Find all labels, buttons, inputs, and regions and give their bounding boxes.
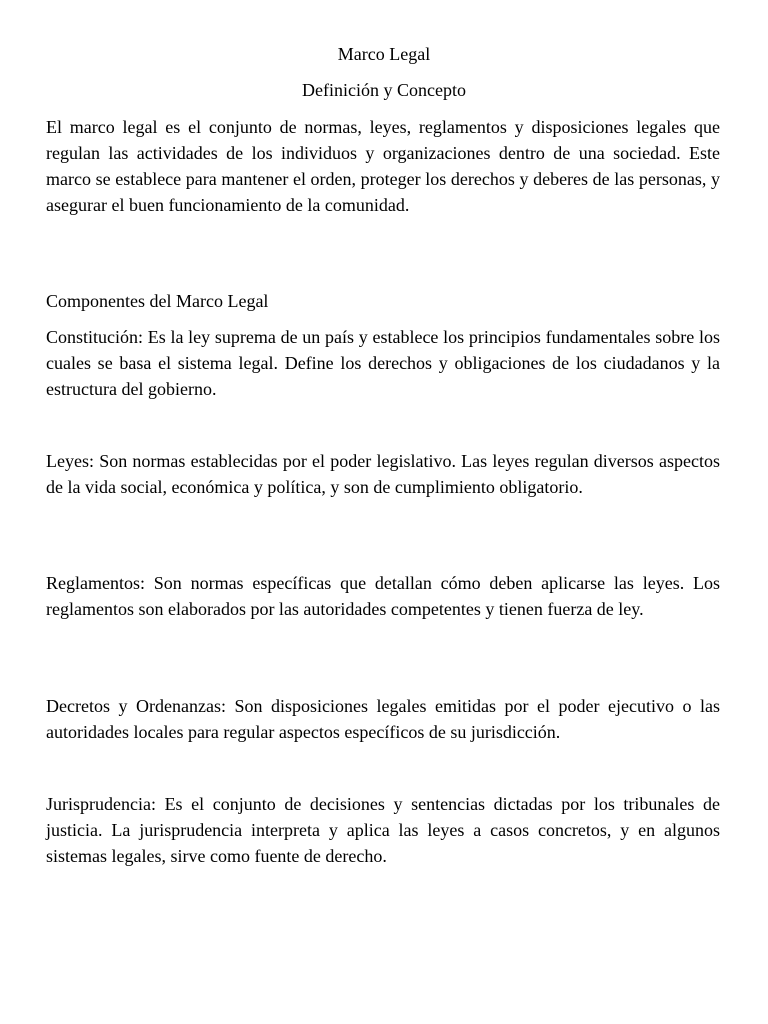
document-subtitle: Definición y Concepto (302, 80, 466, 100)
component-paragraph-decretos: Decretos y Ordenanzas: Son disposiciones legales emitidas por el poder ejecutivo o las autoridades locales para regular aspectos específicos de su jurisdicción. (46, 696, 720, 742)
intro-paragraph: El marco legal es el conjunto de normas, leyes, reglamentos y disposiciones legales que regulan las actividades de los individuos y organizaciones dentro de una sociedad. Este marco se establece para mantener el orden, proteger los derechos y deberes de las personas, y asegurar el buen funcionamiento de la comunidad. (46, 117, 720, 215)
component-paragraph-jurisprudencia: Jurisprudencia: Es el conjunto de decisiones y sentencias dictadas por los tribunales de justicia. La jurisprudencia interpreta y aplica las leyes a casos concretos, y en algunos sistemas legales, sirve como fuente de derecho. (46, 794, 720, 866)
components-heading: Componentes del Marco Legal (46, 291, 269, 311)
component-paragraph-reglamentos: Reglamentos: Son normas específicas que detallan cómo deben aplicarse las leyes. Los reglamentos son elaborados por las autoridades competentes y tienen fuerza de ley. (46, 573, 720, 619)
component-paragraph-constitucion: Constitución: Es la ley suprema de un país y establece los principios fundamentales sobre los cuales se basa el sistema legal. Define los derechos y obligaciones de los ciudadanos y la estructura del gobierno. (46, 327, 720, 399)
document-title: Marco Legal (337, 44, 431, 64)
component-paragraph-leyes: Leyes: Son normas establecidas por el poder legislativo. Las leyes regulan diversos aspectos de la vida social, económica y política, y son de cumplimiento obligatorio. (46, 451, 720, 497)
